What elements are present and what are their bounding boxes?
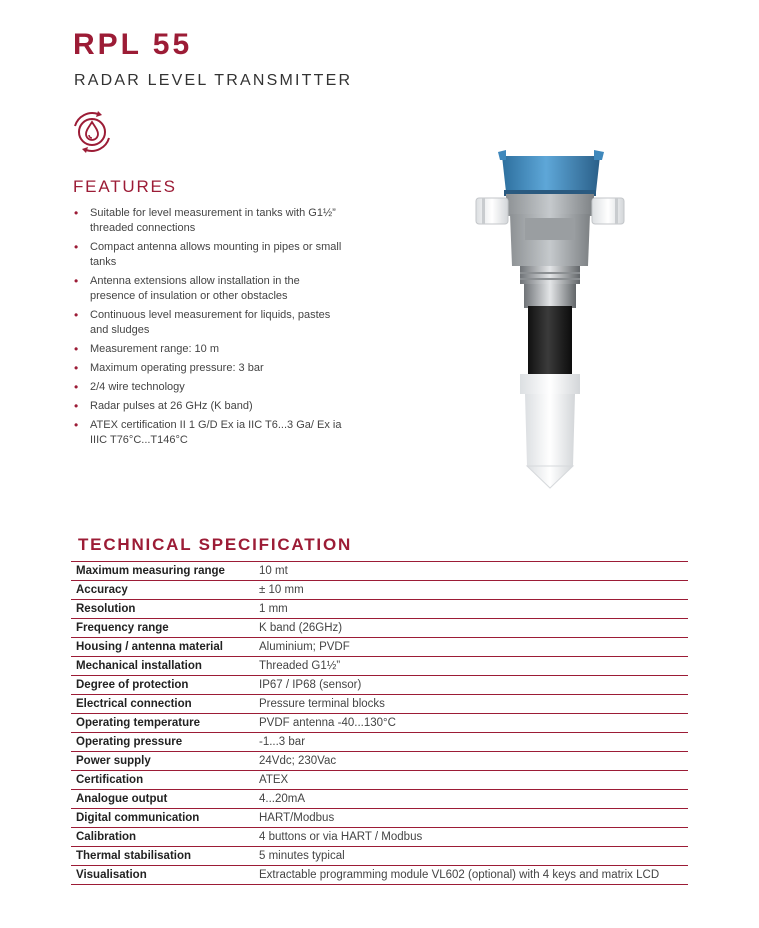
spec-row: [71, 752, 688, 771]
bullet-icon: •: [74, 418, 79, 432]
product-subtitle: RADAR LEVEL TRANSMITTER: [74, 72, 353, 89]
spec-label: Analogue output: [71, 790, 252, 809]
feature-text: ATEX certification II 1 G/D Ex ia IIC T6...3 Ga/ Ex ia IIIC T76°C...T146°C: [90, 419, 342, 446]
spec-row: [71, 771, 688, 790]
bullet-icon: •: [74, 274, 79, 288]
spec-row: [71, 695, 688, 714]
spec-value: Threaded G1½”: [252, 657, 688, 676]
spec-value: 4...20mA: [252, 790, 688, 809]
spec-row: [71, 866, 688, 885]
feature-text: Continuous level measurement for liquids, pastes and sludges: [90, 309, 331, 336]
feature-text: Suitable for level measurement in tanks with G1½” threaded connections: [90, 207, 336, 234]
spec-value: ATEX: [252, 771, 688, 790]
spec-label: Maximum measuring range: [71, 562, 252, 581]
spec-value: 10 mt: [252, 562, 688, 581]
product-title: RPL 55: [73, 28, 193, 61]
spec-row: [71, 847, 688, 866]
spec-value: -1...3 bar: [252, 733, 688, 752]
spec-label: Electrical connection: [71, 695, 252, 714]
features-list: [74, 206, 344, 452]
feature-text: Radar pulses at 26 GHz (K band): [90, 400, 253, 412]
spec-row: [71, 562, 688, 581]
spec-label: Accuracy: [71, 581, 252, 600]
spec-row: [71, 638, 688, 657]
bullet-icon: •: [74, 361, 79, 375]
feature-text: Measurement range: 10 m: [90, 343, 220, 355]
feature-item: [74, 418, 344, 448]
spec-value: IP67 / IP68 (sensor): [252, 676, 688, 695]
spec-label: Power supply: [71, 752, 252, 771]
feature-text: Antenna extensions allow installation in the presence of insulation or other obstacles: [90, 275, 300, 302]
spec-value: HART/Modbus: [252, 809, 688, 828]
feature-item: [74, 361, 344, 376]
spec-label: Certification: [71, 771, 252, 790]
features-heading: FEATURES: [73, 177, 177, 196]
spec-label: Thermal stabilisation: [71, 847, 252, 866]
spec-label: Calibration: [71, 828, 252, 847]
spec-label: Mechanical installation: [71, 657, 252, 676]
spec-row: [71, 790, 688, 809]
feature-item: [74, 342, 344, 357]
spec-row: [71, 714, 688, 733]
droplet-cycle-icon: [70, 110, 114, 154]
spec-label: Frequency range: [71, 619, 252, 638]
spec-row: [71, 828, 688, 847]
spec-row: [71, 809, 688, 828]
feature-item: [74, 240, 344, 270]
spec-row: [71, 600, 688, 619]
spec-value: 24Vdc; 230Vac: [252, 752, 688, 771]
spec-value: 1 mm: [252, 600, 688, 619]
spec-row: [71, 619, 688, 638]
feature-item: [74, 206, 344, 236]
feature-item: [74, 274, 344, 304]
spec-value: ± 10 mm: [252, 581, 688, 600]
spec-row: [71, 657, 688, 676]
spec-label: Digital communication: [71, 809, 252, 828]
feature-text: 2/4 wire technology: [90, 381, 185, 393]
bullet-icon: •: [74, 308, 79, 322]
spec-value: K band (26GHz): [252, 619, 688, 638]
spec-value: 4 buttons or via HART / Modbus: [252, 828, 688, 847]
spec-label: Housing / antenna material: [71, 638, 252, 657]
bullet-icon: •: [74, 342, 79, 356]
spec-value: PVDF antenna -40...130°C: [252, 714, 688, 733]
bullet-icon: •: [74, 380, 79, 394]
spec-label: Operating temperature: [71, 714, 252, 733]
feature-item: [74, 308, 344, 338]
bullet-icon: •: [74, 399, 79, 413]
spec-label: Degree of protection: [71, 676, 252, 695]
spec-heading: TECHNICAL SPECIFICATION: [78, 535, 353, 554]
spec-label: Operating pressure: [71, 733, 252, 752]
spec-label: Resolution: [71, 600, 252, 619]
bullet-icon: •: [74, 240, 79, 254]
spec-value: 5 minutes typical: [252, 847, 688, 866]
spec-row: [71, 676, 688, 695]
feature-item: [74, 399, 344, 414]
radar-level-transmitter-image: [470, 148, 630, 493]
feature-text: Maximum operating pressure: 3 bar: [90, 362, 264, 374]
spec-value: Aluminium; PVDF: [252, 638, 688, 657]
spec-table: [71, 561, 688, 885]
bullet-icon: •: [74, 206, 79, 220]
feature-text: Compact antenna allows mounting in pipes or small tanks: [90, 241, 342, 268]
spec-value: Extractable programming module VL602 (optional) with 4 keys and matrix LCD: [252, 866, 688, 885]
spec-row: [71, 581, 688, 600]
spec-label: Visualisation: [71, 866, 252, 885]
spec-value: Pressure terminal blocks: [252, 695, 688, 714]
spec-row: [71, 733, 688, 752]
feature-item: [74, 380, 344, 395]
